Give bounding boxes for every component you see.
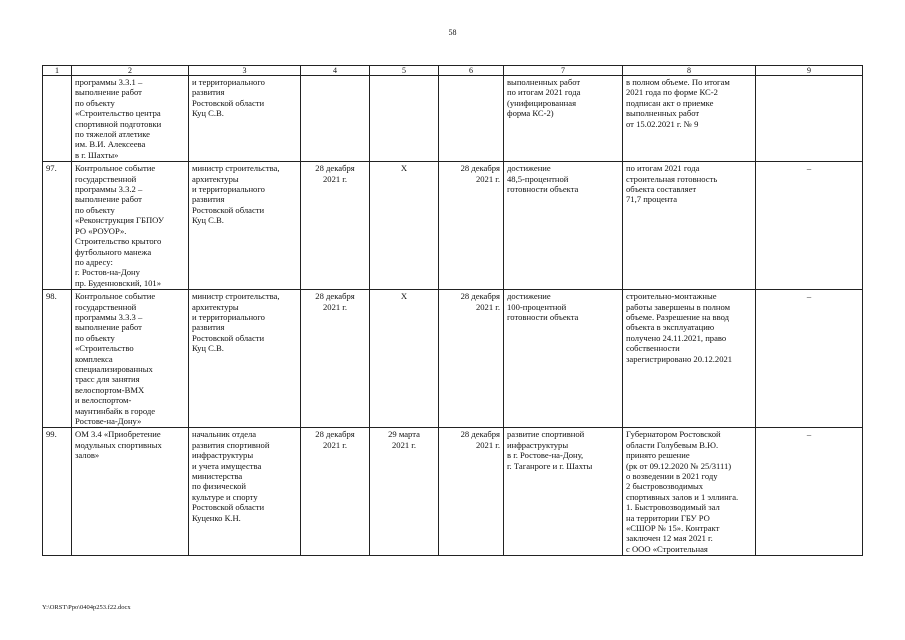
cell-line: Контрольное событие [75, 291, 156, 302]
column-header: 9 [756, 66, 863, 76]
cell-line: 28 декабря [460, 291, 500, 302]
cell-line: г. Ростов-на-Дону [75, 267, 140, 278]
column-header: 1 [43, 66, 72, 76]
cell-line: строительно-монтажные [626, 291, 717, 302]
cell-line: архитектуры [192, 301, 239, 312]
cell-line: и территориального [192, 77, 265, 87]
cell-line: 28 декабря [460, 163, 500, 174]
cell-line: объеме. Разрешение на ввод [626, 311, 729, 322]
cell-line: и территориального [192, 311, 265, 322]
cell-line: «Строительство [75, 343, 134, 354]
cell-line: 48,5-процентной [507, 173, 569, 184]
responsible-cell [189, 428, 301, 556]
cell-line: заключен 12 мая 2021 г. [626, 533, 713, 544]
fact-date-cell [370, 76, 439, 162]
footer-file-path: Y:\ORST\Ppo\0404p253.f22.docx [42, 604, 131, 611]
note-cell: – [756, 290, 863, 428]
cell-line: архитектуры [192, 173, 239, 184]
cell-line: (унифицированная [507, 97, 577, 108]
cell-line: 2021 года по форме КС-2 [626, 87, 718, 98]
fact-date-cell [370, 428, 439, 556]
cell-line: инфраструктуры [192, 450, 254, 461]
cell-line: программы 3.3.2 – [75, 184, 143, 195]
cell-line: Куценко К.Н. [192, 512, 241, 523]
cell-line: Контрольное событие [75, 163, 156, 174]
cell-line: выполненных работ [626, 108, 700, 119]
row-number-cell: 99. [43, 428, 72, 556]
cell-line: Куц С.В. [192, 108, 224, 119]
cell-line: футбольного манежа [75, 246, 152, 257]
cell-line: Губернатором Ростовской [626, 429, 721, 440]
cell-line: государственной [75, 301, 137, 312]
deadline-cell [439, 162, 504, 290]
event-cell [72, 290, 189, 428]
event-cell [72, 162, 189, 290]
cell-line: и территориального [192, 184, 265, 195]
cell-line: 2 быстровозводимых [626, 481, 704, 492]
cell-line: выполнение работ [75, 322, 142, 333]
note-cell [756, 76, 863, 162]
cell-line: 1. Быстровозводимый зал [626, 502, 720, 513]
cell-line: инфраструктуры [507, 439, 569, 450]
cell-line: X [400, 163, 408, 174]
cell-line: Строительство крытого [75, 236, 162, 247]
cell-line: 2021 г. [322, 173, 348, 184]
expected-result-cell [504, 76, 623, 162]
cell-line: готовности объекта [507, 311, 579, 322]
cell-line: собственности [626, 343, 680, 354]
plan-date-cell [301, 76, 370, 162]
cell-line: государственной [75, 173, 137, 184]
cell-line: модульных спортивных [75, 439, 162, 450]
cell-line: 2021 г. [475, 301, 500, 312]
report-table [42, 65, 863, 556]
cell-line: строительная готовность [626, 173, 718, 184]
row-number-cell: 97. [43, 162, 72, 290]
responsible-cell [189, 76, 301, 162]
cell-line: РО «РОУОР». [75, 225, 127, 236]
cell-line: развития спортивной [192, 439, 270, 450]
responsible-cell [189, 290, 301, 428]
cell-line: по физической [192, 481, 247, 492]
cell-line: по объекту [75, 332, 115, 343]
cell-line: 28 декабря [315, 291, 355, 302]
responsible-cell [189, 162, 301, 290]
cell-line: выполненных работ [507, 77, 581, 87]
cell-line: велоспортом-ВМХ [75, 384, 145, 395]
event-cell [72, 76, 189, 162]
cell-line: Ростовской области [192, 204, 265, 215]
cell-line: комплекса [75, 353, 113, 364]
cell-line: пр. Буденновский, 101» [75, 277, 162, 288]
cell-line: маунтинбайк в городе [75, 405, 156, 416]
cell-line: 2021 г. [475, 173, 500, 184]
cell-line: выполнение работ [75, 87, 142, 98]
plan-date-cell [301, 162, 370, 290]
cell-line: министерства [192, 471, 243, 482]
cell-line: достижение [507, 163, 551, 174]
table-row [43, 428, 863, 556]
cell-line: и учета имущества [192, 460, 262, 471]
cell-line: Ростовской области [192, 332, 265, 343]
actual-result-cell [623, 76, 756, 162]
actual-result-cell [623, 290, 756, 428]
cell-line: получено 24.11.2021, право [626, 332, 727, 343]
cell-line: по объекту [75, 97, 115, 108]
cell-line: спортивных залов и 1 эллинга. [626, 491, 739, 502]
cell-line: X [400, 291, 408, 302]
cell-line: «Строительство центра [75, 108, 161, 119]
expected-result-cell [504, 162, 623, 290]
cell-line: спортивной подготовки [75, 118, 162, 129]
column-header: 8 [623, 66, 756, 76]
note-cell: – [756, 162, 863, 290]
cell-line: готовности объекта [507, 184, 579, 195]
cell-line: на территории ГБУ РО [626, 512, 710, 523]
deadline-cell [439, 290, 504, 428]
cell-line: г. Таганроге и г. Шахты [507, 460, 593, 471]
cell-line: объекта составляет [626, 184, 697, 195]
table-row [43, 76, 863, 162]
cell-line: развитие спортивной [507, 429, 585, 440]
page-number: 58 [448, 28, 457, 37]
column-header: 3 [189, 66, 301, 76]
cell-line: программы 3.3.1 – [75, 77, 143, 87]
deadline-cell [439, 428, 504, 556]
cell-line: (рк от 09.12.2020 № 25/3111) [626, 460, 732, 471]
cell-line: с ООО «Строительная [626, 543, 708, 554]
expected-result-cell [504, 290, 623, 428]
cell-line: 2021 г. [322, 439, 348, 450]
cell-line: начальник отдела [192, 429, 257, 440]
cell-line: 28 декабря [315, 163, 355, 174]
cell-line: Ростове-на-Дону» [75, 416, 142, 426]
cell-line: достижение [507, 291, 551, 302]
column-header: 2 [72, 66, 189, 76]
cell-line: «Реконструкция ГБПОУ [75, 215, 164, 226]
cell-line: зарегистрировано 20.12.2021 [626, 353, 733, 364]
cell-line: по адресу: [75, 256, 113, 267]
cell-line: от 15.02.2021 г. № 9 [626, 118, 699, 129]
fact-date-cell [370, 290, 439, 428]
row-number-cell: 98. [43, 290, 72, 428]
cell-line: «СШОР № 15». Контракт [626, 523, 720, 534]
cell-line: трасс для занятия [75, 374, 140, 385]
column-header: 6 [439, 66, 504, 76]
column-header: 4 [301, 66, 370, 76]
cell-line: специализированных [75, 363, 153, 374]
cell-line: Куц С.В. [192, 215, 224, 226]
deadline-cell [439, 76, 504, 162]
cell-line: министр строительства, [192, 163, 280, 174]
cell-line: 2021 г. [391, 439, 417, 450]
cell-line: им. В.И. Алексеева [75, 139, 146, 150]
cell-line: министр строительства, [192, 291, 280, 302]
plan-date-cell [301, 290, 370, 428]
cell-line: культуре и спорту [192, 491, 258, 502]
cell-line: 28 декабря [315, 429, 355, 440]
column-header: 7 [504, 66, 623, 76]
cell-line: области Голубевым В.Ю. [626, 439, 719, 450]
fact-date-cell [370, 162, 439, 290]
cell-line: подписан акт о приемке [626, 97, 714, 108]
cell-line: 2021 г. [322, 301, 348, 312]
cell-line: в г. Ростове-на-Дону, [507, 450, 584, 461]
cell-line: по итогам 2021 года [507, 87, 581, 98]
cell-line: форма КС-2) [507, 108, 554, 119]
actual-result-cell [623, 162, 756, 290]
column-header: 5 [370, 66, 439, 76]
cell-line: и велоспортом- [75, 395, 132, 406]
cell-line: 100-процентной [507, 301, 567, 312]
actual-result-cell [623, 428, 756, 556]
row-number-cell [43, 76, 72, 162]
table-row [43, 162, 863, 290]
cell-line: 29 марта [388, 429, 420, 440]
cell-line: ОМ 3.4 «Приобретение [75, 429, 161, 440]
cell-line: развития [192, 194, 225, 205]
cell-line: Ростовской области [192, 502, 265, 513]
table-row [43, 290, 863, 428]
cell-line: работы завершены в полном [626, 301, 731, 312]
expected-result-cell [504, 428, 623, 556]
cell-line: по тяжелой атлетике [75, 129, 150, 140]
cell-line: программы 3.3.3 – [75, 311, 143, 322]
cell-line: в полном объеме. По итогам [626, 77, 730, 87]
cell-line: по итогам 2021 года [626, 163, 700, 174]
cell-line: Ростовской области [192, 97, 265, 108]
event-cell [72, 428, 189, 556]
cell-line: 71,7 процента [626, 194, 678, 205]
cell-line: 2021 г. [475, 439, 500, 450]
cell-line: по объекту [75, 204, 115, 215]
column-header-row [43, 66, 863, 76]
cell-line: объекта в эксплуатацию [626, 322, 715, 333]
cell-line: 28 декабря [460, 429, 500, 440]
cell-line: залов» [75, 450, 100, 461]
cell-line: в г. Шахты» [75, 149, 119, 160]
plan-date-cell [301, 428, 370, 556]
cell-line: принято решение [626, 450, 690, 461]
cell-line: о возведении в 2021 году [626, 471, 718, 482]
note-cell: – [756, 428, 863, 556]
cell-line: развития [192, 322, 225, 333]
cell-line: Куц С.В. [192, 343, 224, 354]
cell-line: выполнение работ [75, 194, 142, 205]
cell-line: развития [192, 87, 225, 98]
